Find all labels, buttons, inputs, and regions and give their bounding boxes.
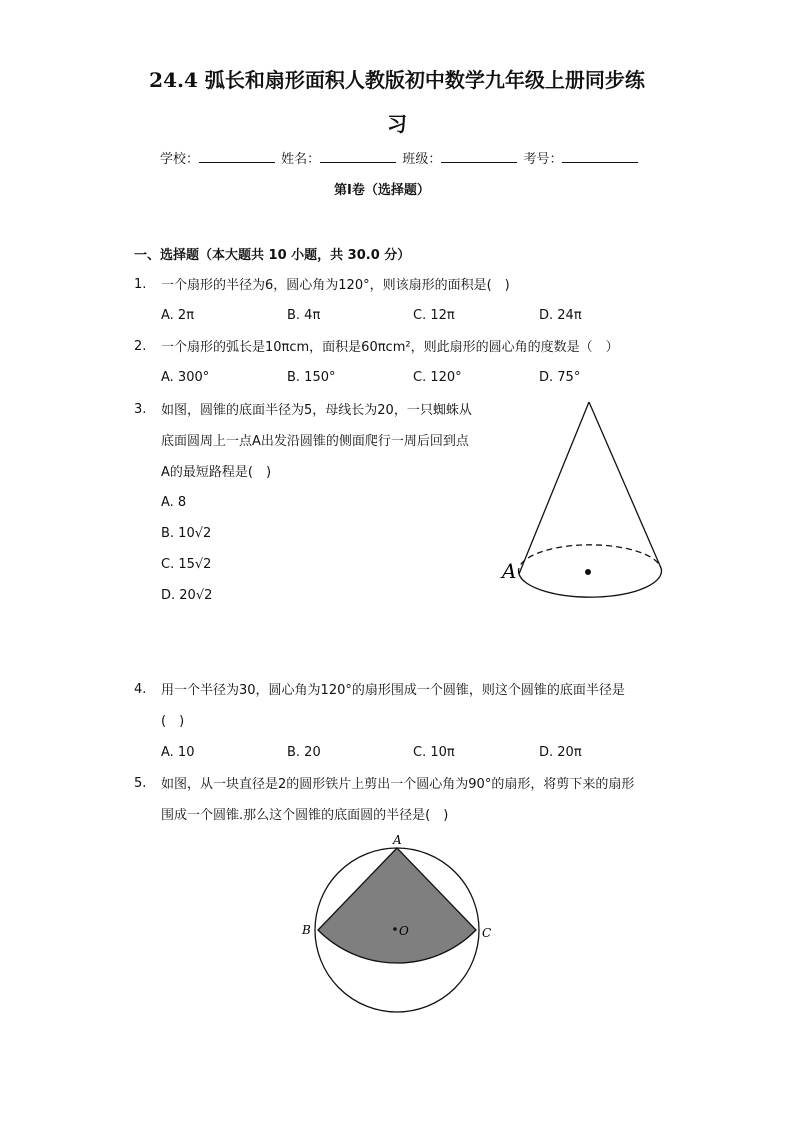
q4-option-d[interactable]: D. 20π <box>539 745 582 760</box>
q1-option-c[interactable]: C. 12π <box>413 308 455 323</box>
label-b: B <box>302 923 311 937</box>
q3-number: 3. <box>134 402 147 417</box>
q3-option-b[interactable]: B. 10√2 <box>161 526 212 541</box>
q4-text-line2: ( ) <box>161 714 185 729</box>
q4-text-line1: 用一个半径为30，圆心角为120°的扇形围成一个圆锥，则这个圆锥的底面半径是 <box>161 683 625 698</box>
cone-base-center <box>585 569 591 575</box>
q5-text-line1: 如图，从一块直径是2的圆形铁片上剪出一个圆心角为90°的扇形，将剪下来的扇形 <box>161 777 635 792</box>
center-point-o <box>393 927 397 931</box>
q2-number: 2. <box>134 339 147 354</box>
q3-text-line3: A的最短路程是( ) <box>161 465 272 480</box>
sector-figure <box>294 830 504 1020</box>
shaded-sector <box>318 848 476 963</box>
class-label: 班级： <box>402 152 442 167</box>
q4-option-a[interactable]: A. 10 <box>161 745 195 760</box>
q1-option-d[interactable]: D. 24π <box>539 308 582 323</box>
q3-text-line2: 底面圆周上一点A出发沿圆锥的侧面爬行一周后回到点 <box>161 434 469 449</box>
page-title-line2: 习 <box>387 112 407 136</box>
q1-option-a[interactable]: A. 2π <box>161 308 195 323</box>
q1-option-b[interactable]: B. 4π <box>287 308 321 323</box>
class-blank[interactable] <box>441 150 517 163</box>
q3-option-d[interactable]: D. 20√2 <box>161 588 213 603</box>
school-blank[interactable] <box>199 150 275 163</box>
q3-text-line1: 如图，圆锥的底面半径为5，母线长为20，一只蜘蛛从 <box>161 403 472 418</box>
name-blank[interactable] <box>320 150 396 163</box>
q2-option-b[interactable]: B. 150° <box>287 370 336 385</box>
q2-option-a[interactable]: A. 300° <box>161 370 210 385</box>
q4-number: 4. <box>134 682 147 697</box>
school-label: 学校： <box>160 152 200 167</box>
q1-number: 1. <box>134 277 147 292</box>
cone-point-a-label: A <box>502 559 517 583</box>
q4-option-c[interactable]: C. 10π <box>413 745 455 760</box>
q1-text: 一个扇形的半径为6，圆心角为120°，则该扇形的面积是( ) <box>161 278 510 293</box>
volume-heading: 第I卷（选择题） <box>334 183 430 198</box>
name-label: 姓名： <box>281 152 321 167</box>
q2-option-d[interactable]: D. 75° <box>539 370 581 385</box>
id-label: 考号： <box>523 152 563 167</box>
q3-option-a[interactable]: A. 8 <box>161 495 187 510</box>
id-blank[interactable] <box>562 150 638 163</box>
page-title-line1: 24.4 弧长和扇形面积人教版初中数学九年级上册同步练 <box>149 68 645 92</box>
q3-option-c[interactable]: C. 15√2 <box>161 557 212 572</box>
label-a: A <box>393 833 402 847</box>
label-c: C <box>482 926 492 940</box>
cone-figure <box>496 396 676 606</box>
q4-option-b[interactable]: B. 20 <box>287 745 321 760</box>
q2-text: 一个扇形的弧长是10πcm，面积是60πcm²，则此扇形的圆心角的度数是（ ） <box>161 340 619 355</box>
q5-number: 5. <box>134 776 147 791</box>
q5-text-line2: 围成一个圆锥.那么这个圆锥的底面圆的半径是( ) <box>161 808 449 823</box>
student-info-line <box>160 150 640 169</box>
q2-option-c[interactable]: C. 120° <box>413 370 462 385</box>
cone-left-slant <box>519 402 589 574</box>
label-o: O <box>399 924 409 938</box>
section-title: 一、选择题（本大题共 10 小题，共 30.0 分） <box>134 248 411 263</box>
cone-right-slant <box>589 402 661 568</box>
